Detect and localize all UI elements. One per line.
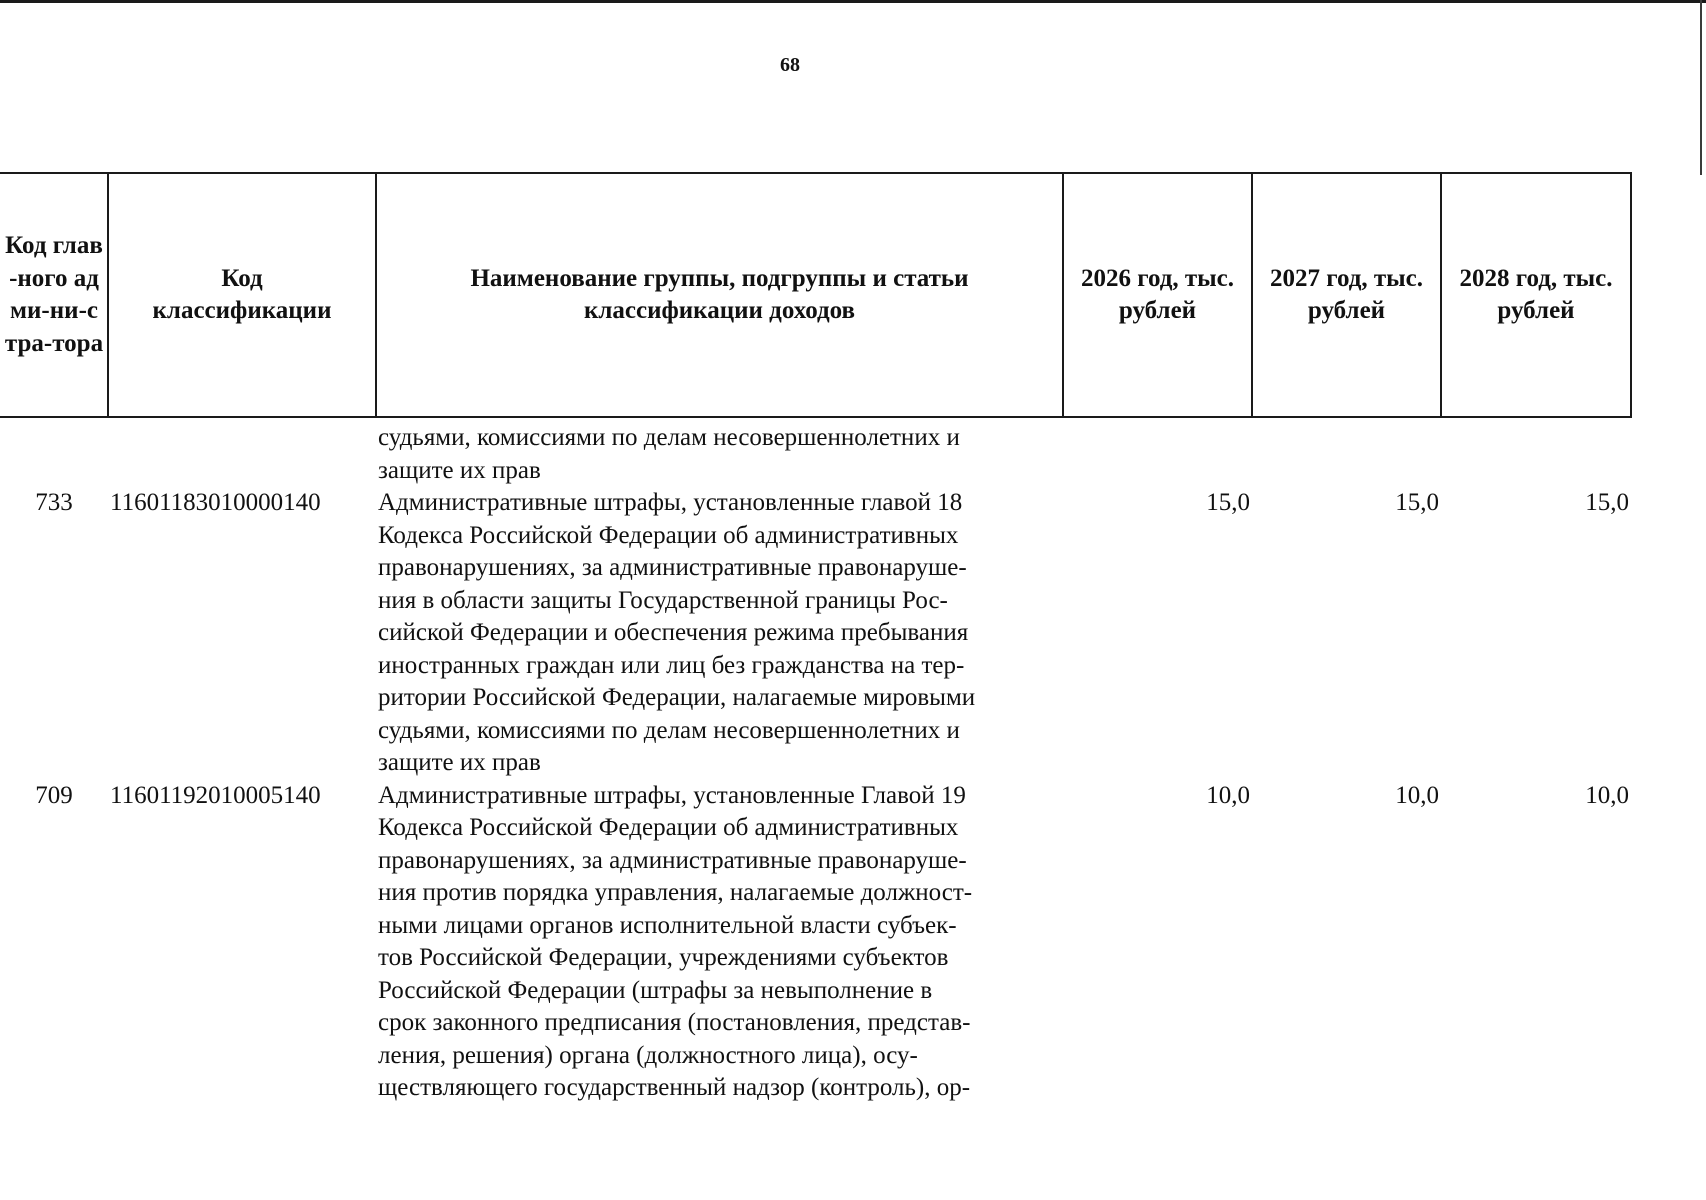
table-row xyxy=(0,487,1631,780)
right-edge-rule xyxy=(1700,0,1702,175)
header-2027-label: 2027 год, тыс. рублей xyxy=(1269,264,1424,324)
top-rule xyxy=(0,0,1706,3)
header-name-label: Наименование группы, подгруппы и статьи классификации доходов xyxy=(470,264,969,324)
cell-2027: 10,0 xyxy=(1395,781,1439,809)
cell-admin xyxy=(0,417,108,487)
header-2028-label: 2028 год, тыс. рублей xyxy=(1459,264,1613,324)
cell-2027 xyxy=(1252,417,1441,487)
table-row xyxy=(0,780,1631,1105)
cell-2028 xyxy=(1441,417,1631,487)
cell-admin: 709 xyxy=(35,781,73,809)
cell-code: 11601192010005140 xyxy=(110,781,321,809)
cell-2026: 15,0 xyxy=(1206,489,1250,516)
header-2026 xyxy=(1063,173,1252,417)
cell-name: судьями, комиссиями по делам несовершеннолетних и защите их прав xyxy=(378,424,960,484)
header-2027 xyxy=(1252,173,1441,417)
cell-code: 11601183010000140 xyxy=(110,489,321,516)
cell-name: Административные штрафы, установленные главой 18 Кодекса Российской Федерации об административных правонарушениях, за административные правонаруше- ния в области защиты Государственной границы Рос- сийской Федерации и обеспечения режима пребывания иностранных граждан или лиц без гражданства на тер- ритории Российской Федерации, налагаемые мировыми судьями, комиссиями по делам несовершеннолетних и защите их прав xyxy=(378,489,976,776)
table-body xyxy=(0,417,1631,1105)
cell-name: Административные штрафы, установленные Главой 19 Кодекса Российской Федерации об административных правонарушениях, за административные правонаруше- ния против порядка управления, налагаемые должност- ными лицами органов исполнительной власти субъек- тов Российской Федерации, учреждениями субъектов Российской Федерации (штрафы за невыполнение в срок законного предписания (постановления, представ- ления, решения) органа (должностного лица), осу- ществляющего государственный надзор (контроль), ор- xyxy=(378,781,973,1101)
table-header xyxy=(0,173,1631,417)
cell-2026 xyxy=(1063,417,1252,487)
table-row xyxy=(0,417,1631,487)
header-classification-code xyxy=(108,173,376,417)
revenue-table xyxy=(0,172,1632,1105)
cell-2026: 10,0 xyxy=(1206,781,1250,809)
cell-code xyxy=(108,417,376,487)
header-2026-label: 2026 год, тыс. рублей xyxy=(1080,264,1235,324)
header-name xyxy=(376,173,1063,417)
header-admin-code-label: Код глав-ного адми-ни-стра-тора xyxy=(4,232,104,357)
cell-2027: 15,0 xyxy=(1395,489,1439,516)
page-number: 68 xyxy=(780,54,800,76)
header-classification-code-label: Код классификации xyxy=(152,264,332,324)
header-2028 xyxy=(1441,173,1631,417)
header-admin-code xyxy=(0,173,108,417)
cell-admin: 733 xyxy=(35,489,73,516)
cell-2028: 15,0 xyxy=(1585,489,1629,516)
cell-2028: 10,0 xyxy=(1585,781,1629,809)
